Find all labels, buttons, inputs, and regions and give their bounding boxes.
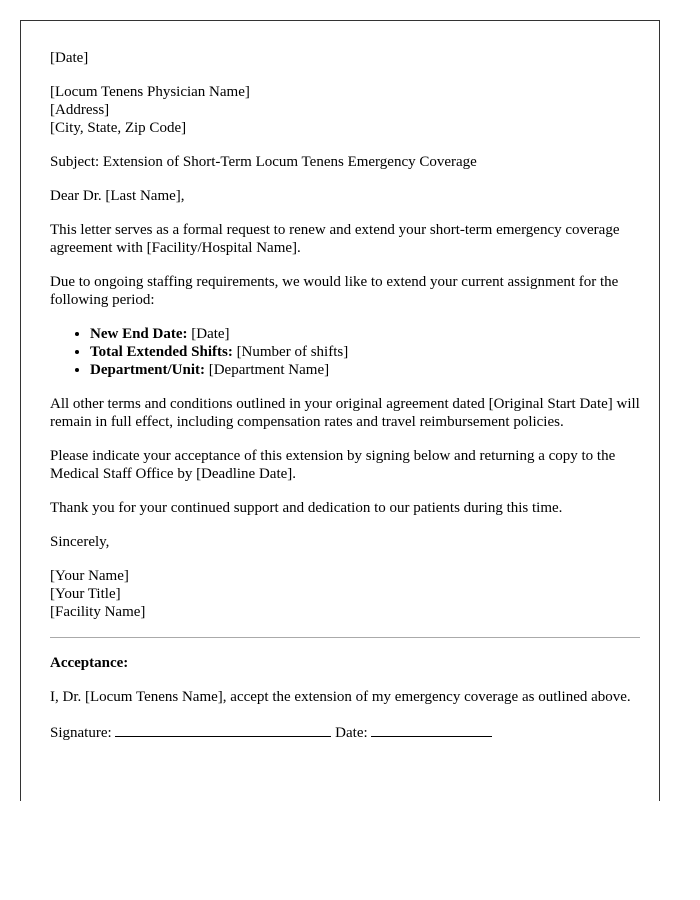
detail-label: Department/Unit: xyxy=(90,362,205,378)
signature-row xyxy=(50,722,640,742)
letter-content xyxy=(50,49,640,742)
letter-page xyxy=(20,20,660,801)
paragraph-request: This letter serves as a formal request to renew and extend your short-term emergency coverage agreement with [Facility/Hospital Name]. xyxy=(50,222,620,256)
signature-label: Signature: xyxy=(50,725,112,741)
recipient-name: [Locum Tenens Physician Name] xyxy=(50,84,250,100)
detail-value: [Date] xyxy=(187,326,230,342)
list-item xyxy=(90,361,640,379)
list-item xyxy=(90,325,640,343)
section-divider xyxy=(50,637,640,638)
letter-date: [Date] xyxy=(50,50,89,66)
detail-label: Total Extended Shifts: xyxy=(90,344,233,360)
sender-title: [Your Title] xyxy=(50,586,121,602)
paragraph-terms: All other terms and conditions outlined in your original agreement dated [Original Start Date] will remain in full effect, including compensation rates and travel reimbursement policies. xyxy=(50,396,640,430)
sender-block xyxy=(50,567,640,621)
acceptance-heading: Acceptance: xyxy=(50,655,129,671)
letter-subject: Subject: Extension of Short-Term Locum Tenens Emergency Coverage xyxy=(50,154,477,170)
date-label: Date: xyxy=(335,725,368,741)
sender-facility: [Facility Name] xyxy=(50,604,146,620)
detail-value: [Department Name] xyxy=(204,362,330,378)
detail-value: [Number of shifts] xyxy=(232,344,349,360)
recipient-address: [Address] xyxy=(50,102,110,118)
letter-salutation: Dear Dr. [Last Name], xyxy=(50,188,185,204)
extension-details-list xyxy=(50,325,640,379)
list-item xyxy=(90,343,640,361)
paragraph-period: Due to ongoing staffing requirements, we would like to extend your current assignment for the following period: xyxy=(50,274,619,308)
letter-closing: Sincerely, xyxy=(50,534,110,550)
recipient-block xyxy=(50,83,640,137)
date-line[interactable] xyxy=(371,722,492,737)
signature-line[interactable] xyxy=(115,722,331,737)
acceptance-statement: I, Dr. [Locum Tenens Name], accept the extension of my emergency coverage as outlined above. xyxy=(50,689,631,705)
paragraph-acceptance-instructions: Please indicate your acceptance of this extension by signing below and returning a copy to the Medical Staff Office by [Deadline Date]. xyxy=(50,448,616,482)
recipient-city: [City, State, Zip Code] xyxy=(50,120,187,136)
detail-label: New End Date: xyxy=(90,326,188,342)
paragraph-thanks: Thank you for your continued support and dedication to our patients during this time. xyxy=(50,500,563,516)
sender-name: [Your Name] xyxy=(50,568,129,584)
